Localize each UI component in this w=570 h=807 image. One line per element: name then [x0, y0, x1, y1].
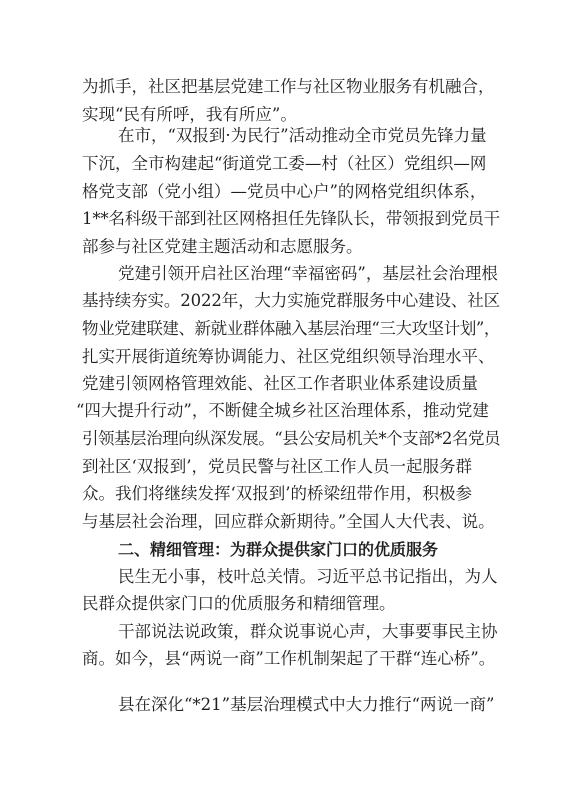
- body-line-12: 党建引领网格管理效能、社区工作者职业体系建设质量: [82, 374, 478, 393]
- body-line-3: 在市，“双报到·为民行”活动推动全市党员先锋力量: [118, 126, 487, 145]
- body-line-9: 基持续夯实。2022年，大力实施党群服务中心建设、社区: [82, 291, 500, 310]
- body-line-6: 1**名科级干部到社区网格担任先锋队长，带领报到党员干: [82, 209, 500, 228]
- body-line-22: 县在深化“*21”基层治理模式中大力推行“两说一商”: [118, 695, 495, 714]
- body-line-14: 引领基层治理向纵深发展。“县公安局机关*个支部*2名党员: [82, 429, 500, 448]
- body-line-16: 众。我们将继续发挥‘双报到’的桥梁纽带作用，积极参: [82, 484, 472, 503]
- body-line-1: 为抓手，社区把基层党建工作与社区物业服务有机融合，: [82, 77, 495, 96]
- body-line-10: 物业党建联建、新就业群体融入基层治理“三大攻坚计划”，: [82, 319, 500, 338]
- body-line-8: 党建引领开启社区治理“幸福密码”，基层社会治理根: [118, 264, 498, 283]
- body-line-18: 民生无小事，枝叶总关情。习近平总书记指出，为人: [118, 567, 498, 586]
- body-line-20: 干部说法说政策，群众说事说心声，大事要事民主协: [118, 622, 498, 641]
- body-line-4: 下沉，全市构建起“街道党工委—村（社区）党组织—网: [82, 154, 487, 173]
- body-line-11: 扎实开展街道统筹协调能力、社区党组织领导治理水平、: [82, 347, 495, 366]
- body-line-2: 实现“民有所呼，我有所应”。: [82, 105, 297, 124]
- body-line-15: 到社区‘双报到’，党员民警与社区工作人员一起服务群: [82, 457, 472, 476]
- body-line-17: 与基层社会治理，回应群众新期待。”全国人大代表、说。: [82, 512, 495, 531]
- body-line-21: 商。如今，县“两说一商”工作机制架起了干群“连心桥”。: [82, 649, 496, 668]
- body-line-19: 民群众提供家门口的优质服务和精细管理。: [82, 594, 396, 613]
- body-line-5: 格党支部（党小组）—党员中心户”的网格党组织体系，: [82, 182, 487, 201]
- body-line-13: “四大提升行动”，不断健全城乡社区治理体系，推动党建: [76, 401, 489, 420]
- body-line-7: 部参与社区党建主题活动和志愿服务。: [82, 237, 363, 256]
- section-heading: 二、精细管理：为群众提供家门口的优质服务: [118, 540, 439, 559]
